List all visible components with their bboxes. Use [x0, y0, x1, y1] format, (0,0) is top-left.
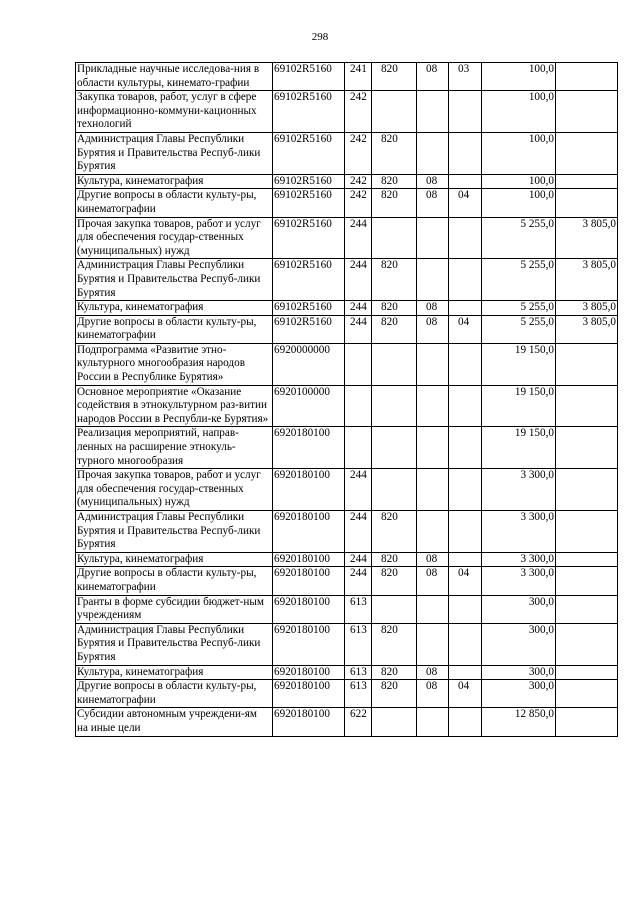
cell-expense-type: 613: [345, 680, 372, 708]
cell-section: 08: [417, 567, 449, 595]
cell-department-code: 820: [372, 665, 417, 680]
cell-amount-2: [556, 385, 618, 427]
cell-amount-2: [556, 567, 618, 595]
table-row: [76, 132, 618, 174]
cell-subsection: [449, 665, 482, 680]
cell-amount-2: [556, 91, 618, 133]
cell-expense-type: 244: [345, 217, 372, 259]
cell-subsection: [449, 552, 482, 567]
table-row: [76, 469, 618, 511]
table-row: [76, 552, 618, 567]
cell-expense-type: 241: [345, 63, 372, 91]
cell-target-code: 6920180100: [273, 469, 345, 511]
cell-target-code: 6920000000: [273, 343, 345, 385]
cell-target-code: 6920180100: [273, 623, 345, 665]
cell-amount-1: 5 255,0: [482, 315, 556, 343]
table-row: [76, 385, 618, 427]
table-row: [76, 511, 618, 553]
cell-department-code: [372, 469, 417, 511]
cell-section: [417, 259, 449, 301]
cell-department-code: 820: [372, 315, 417, 343]
cell-amount-1: 100,0: [482, 63, 556, 91]
cell-subsection: [449, 91, 482, 133]
table-row: [76, 595, 618, 623]
table-row: [76, 680, 618, 708]
cell-amount-1: 300,0: [482, 623, 556, 665]
cell-amount-1: 3 300,0: [482, 552, 556, 567]
cell-department-code: [372, 427, 417, 469]
cell-expense-type: 244: [345, 259, 372, 301]
cell-amount-2: [556, 469, 618, 511]
table-row: [76, 343, 618, 385]
cell-subsection: [449, 595, 482, 623]
cell-item-name: Другие вопросы в области культу-ры, кинематографии: [76, 189, 273, 217]
cell-expense-type: 244: [345, 567, 372, 595]
cell-subsection: [449, 174, 482, 189]
cell-amount-1: 5 255,0: [482, 301, 556, 316]
cell-target-code: 69102R5160: [273, 91, 345, 133]
cell-section: 08: [417, 301, 449, 316]
cell-department-code: [372, 595, 417, 623]
cell-amount-1: 3 300,0: [482, 511, 556, 553]
table-row: [76, 91, 618, 133]
cell-section: [417, 132, 449, 174]
cell-subsection: [449, 259, 482, 301]
cell-department-code: 820: [372, 174, 417, 189]
cell-target-code: 6920180100: [273, 567, 345, 595]
table-row: [76, 315, 618, 343]
cell-item-name: Подпрограмма «Развитие этно-культурного многообразия народов России в Республике Бурятия»: [76, 343, 273, 385]
cell-amount-2: [556, 595, 618, 623]
cell-item-name: Культура, кинематография: [76, 174, 273, 189]
table-row: [76, 174, 618, 189]
cell-amount-1: 3 300,0: [482, 469, 556, 511]
cell-department-code: 820: [372, 259, 417, 301]
cell-section: [417, 385, 449, 427]
cell-amount-1: 5 255,0: [482, 217, 556, 259]
cell-expense-type: 244: [345, 301, 372, 316]
cell-amount-1: 19 150,0: [482, 385, 556, 427]
cell-section: [417, 469, 449, 511]
cell-expense-type: 242: [345, 189, 372, 217]
cell-amount-2: [556, 680, 618, 708]
cell-expense-type: 244: [345, 511, 372, 553]
cell-item-name: Администрация Главы Республики Бурятия и Правительства Респуб-лики Бурятия: [76, 623, 273, 665]
cell-section: [417, 343, 449, 385]
cell-amount-1: 19 150,0: [482, 343, 556, 385]
cell-amount-2: [556, 343, 618, 385]
budget-table-body: [76, 63, 618, 737]
cell-amount-1: 300,0: [482, 595, 556, 623]
cell-expense-type: 613: [345, 623, 372, 665]
cell-item-name: Прикладные научные исследова-ния в области культуры, кинемато-графии: [76, 63, 273, 91]
cell-amount-2: 3 805,0: [556, 217, 618, 259]
cell-subsection: [449, 343, 482, 385]
cell-amount-2: [556, 63, 618, 91]
cell-expense-type: 244: [345, 315, 372, 343]
cell-amount-2: [556, 552, 618, 567]
cell-expense-type: [345, 343, 372, 385]
cell-target-code: 6920100000: [273, 385, 345, 427]
cell-expense-type: 622: [345, 708, 372, 736]
cell-subsection: [449, 132, 482, 174]
cell-section: [417, 708, 449, 736]
cell-section: [417, 91, 449, 133]
cell-item-name: Культура, кинематография: [76, 301, 273, 316]
cell-subsection: [449, 385, 482, 427]
cell-subsection: [449, 708, 482, 736]
cell-expense-type: 244: [345, 469, 372, 511]
cell-item-name: Реализация мероприятий, направ-ленных на расширение этнокуль-турного многообразия: [76, 427, 273, 469]
budget-table: [75, 62, 618, 737]
cell-item-name: Другие вопросы в области культу-ры, кинематографии: [76, 680, 273, 708]
cell-amount-1: 100,0: [482, 91, 556, 133]
cell-section: 08: [417, 552, 449, 567]
cell-subsection: 03: [449, 63, 482, 91]
cell-department-code: 820: [372, 511, 417, 553]
cell-target-code: 69102R5160: [273, 217, 345, 259]
cell-amount-1: 100,0: [482, 132, 556, 174]
cell-department-code: [372, 385, 417, 427]
cell-department-code: 820: [372, 132, 417, 174]
table-row: [76, 665, 618, 680]
cell-amount-1: 300,0: [482, 665, 556, 680]
table-row: [76, 427, 618, 469]
cell-amount-1: 100,0: [482, 189, 556, 217]
cell-target-code: 69102R5160: [273, 259, 345, 301]
cell-amount-1: 12 850,0: [482, 708, 556, 736]
cell-amount-2: 3 805,0: [556, 315, 618, 343]
table-row: [76, 623, 618, 665]
cell-item-name: Культура, кинематография: [76, 552, 273, 567]
table-row: [76, 63, 618, 91]
cell-target-code: 6920180100: [273, 665, 345, 680]
cell-target-code: 69102R5160: [273, 132, 345, 174]
cell-amount-2: [556, 174, 618, 189]
cell-department-code: 820: [372, 567, 417, 595]
cell-amount-1: 19 150,0: [482, 427, 556, 469]
cell-section: 08: [417, 680, 449, 708]
cell-amount-1: 100,0: [482, 174, 556, 189]
cell-expense-type: 242: [345, 132, 372, 174]
cell-section: [417, 427, 449, 469]
cell-subsection: [449, 427, 482, 469]
table-row: [76, 567, 618, 595]
cell-target-code: 69102R5160: [273, 301, 345, 316]
cell-target-code: 69102R5160: [273, 63, 345, 91]
cell-item-name: Закупка товаров, работ, услуг в сфере информационно-коммуни-кационных технологий: [76, 91, 273, 133]
cell-target-code: 6920180100: [273, 427, 345, 469]
cell-item-name: Администрация Главы Республики Бурятия и Правительства Респуб-лики Бурятия: [76, 511, 273, 553]
cell-department-code: 820: [372, 189, 417, 217]
cell-section: 08: [417, 315, 449, 343]
cell-expense-type: [345, 385, 372, 427]
cell-amount-2: [556, 132, 618, 174]
cell-department-code: 820: [372, 623, 417, 665]
cell-item-name: Администрация Главы Республики Бурятия и Правительства Респуб-лики Бурятия: [76, 259, 273, 301]
cell-department-code: 820: [372, 680, 417, 708]
cell-amount-2: [556, 427, 618, 469]
cell-item-name: Прочая закупка товаров, работ и услуг для обеспечения государ-ственных (муниципальных) нужд: [76, 469, 273, 511]
cell-amount-2: [556, 708, 618, 736]
cell-department-code: [372, 708, 417, 736]
cell-amount-2: [556, 623, 618, 665]
cell-target-code: 6920180100: [273, 595, 345, 623]
cell-expense-type: 613: [345, 595, 372, 623]
cell-expense-type: 244: [345, 552, 372, 567]
table-row: [76, 708, 618, 736]
cell-department-code: 820: [372, 552, 417, 567]
cell-section: [417, 595, 449, 623]
cell-section: 08: [417, 665, 449, 680]
table-row: [76, 189, 618, 217]
cell-subsection: 04: [449, 567, 482, 595]
cell-subsection: [449, 511, 482, 553]
cell-subsection: [449, 217, 482, 259]
cell-target-code: 6920180100: [273, 552, 345, 567]
cell-item-name: Основное мероприятие «Оказание содействия в этнокультурном раз-витии народов России в Республи-ке Бурятия»: [76, 385, 273, 427]
cell-target-code: 69102R5160: [273, 189, 345, 217]
cell-target-code: 6920180100: [273, 708, 345, 736]
cell-expense-type: 613: [345, 665, 372, 680]
cell-target-code: 69102R5160: [273, 315, 345, 343]
cell-amount-1: 3 300,0: [482, 567, 556, 595]
cell-item-name: Культура, кинематография: [76, 665, 273, 680]
cell-item-name: Прочая закупка товаров, работ и услуг для обеспечения государ-ственных (муниципальных) нужд: [76, 217, 273, 259]
cell-department-code: 820: [372, 301, 417, 316]
table-row: [76, 217, 618, 259]
cell-target-code: 6920180100: [273, 511, 345, 553]
cell-section: 08: [417, 63, 449, 91]
table-row: [76, 301, 618, 316]
cell-department-code: [372, 343, 417, 385]
cell-amount-2: [556, 189, 618, 217]
cell-department-code: [372, 217, 417, 259]
cell-section: 08: [417, 189, 449, 217]
page-number: 298: [311, 31, 329, 43]
cell-department-code: [372, 91, 417, 133]
cell-subsection: [449, 469, 482, 511]
cell-target-code: 69102R5160: [273, 174, 345, 189]
cell-subsection: [449, 623, 482, 665]
cell-amount-2: [556, 665, 618, 680]
cell-amount-2: [556, 511, 618, 553]
table-row: [76, 259, 618, 301]
cell-section: [417, 217, 449, 259]
cell-amount-1: 5 255,0: [482, 259, 556, 301]
cell-amount-1: 300,0: [482, 680, 556, 708]
cell-item-name: Гранты в форме субсидии бюджет-ным учреждениям: [76, 595, 273, 623]
cell-section: 08: [417, 174, 449, 189]
cell-item-name: Администрация Главы Республики Бурятия и Правительства Респуб-лики Бурятия: [76, 132, 273, 174]
cell-expense-type: [345, 427, 372, 469]
cell-expense-type: 242: [345, 174, 372, 189]
cell-section: [417, 511, 449, 553]
cell-department-code: 820: [372, 63, 417, 91]
cell-section: [417, 623, 449, 665]
cell-subsection: 04: [449, 315, 482, 343]
cell-expense-type: 242: [345, 91, 372, 133]
cell-target-code: 6920180100: [273, 680, 345, 708]
cell-item-name: Другие вопросы в области культу-ры, кинематографии: [76, 567, 273, 595]
cell-subsection: 04: [449, 680, 482, 708]
cell-subsection: [449, 301, 482, 316]
cell-amount-2: 3 805,0: [556, 301, 618, 316]
cell-item-name: Другие вопросы в области культу-ры, кинематографии: [76, 315, 273, 343]
cell-amount-2: 3 805,0: [556, 259, 618, 301]
cell-item-name: Субсидии автономным учреждени-ям на иные цели: [76, 708, 273, 736]
cell-subsection: 04: [449, 189, 482, 217]
